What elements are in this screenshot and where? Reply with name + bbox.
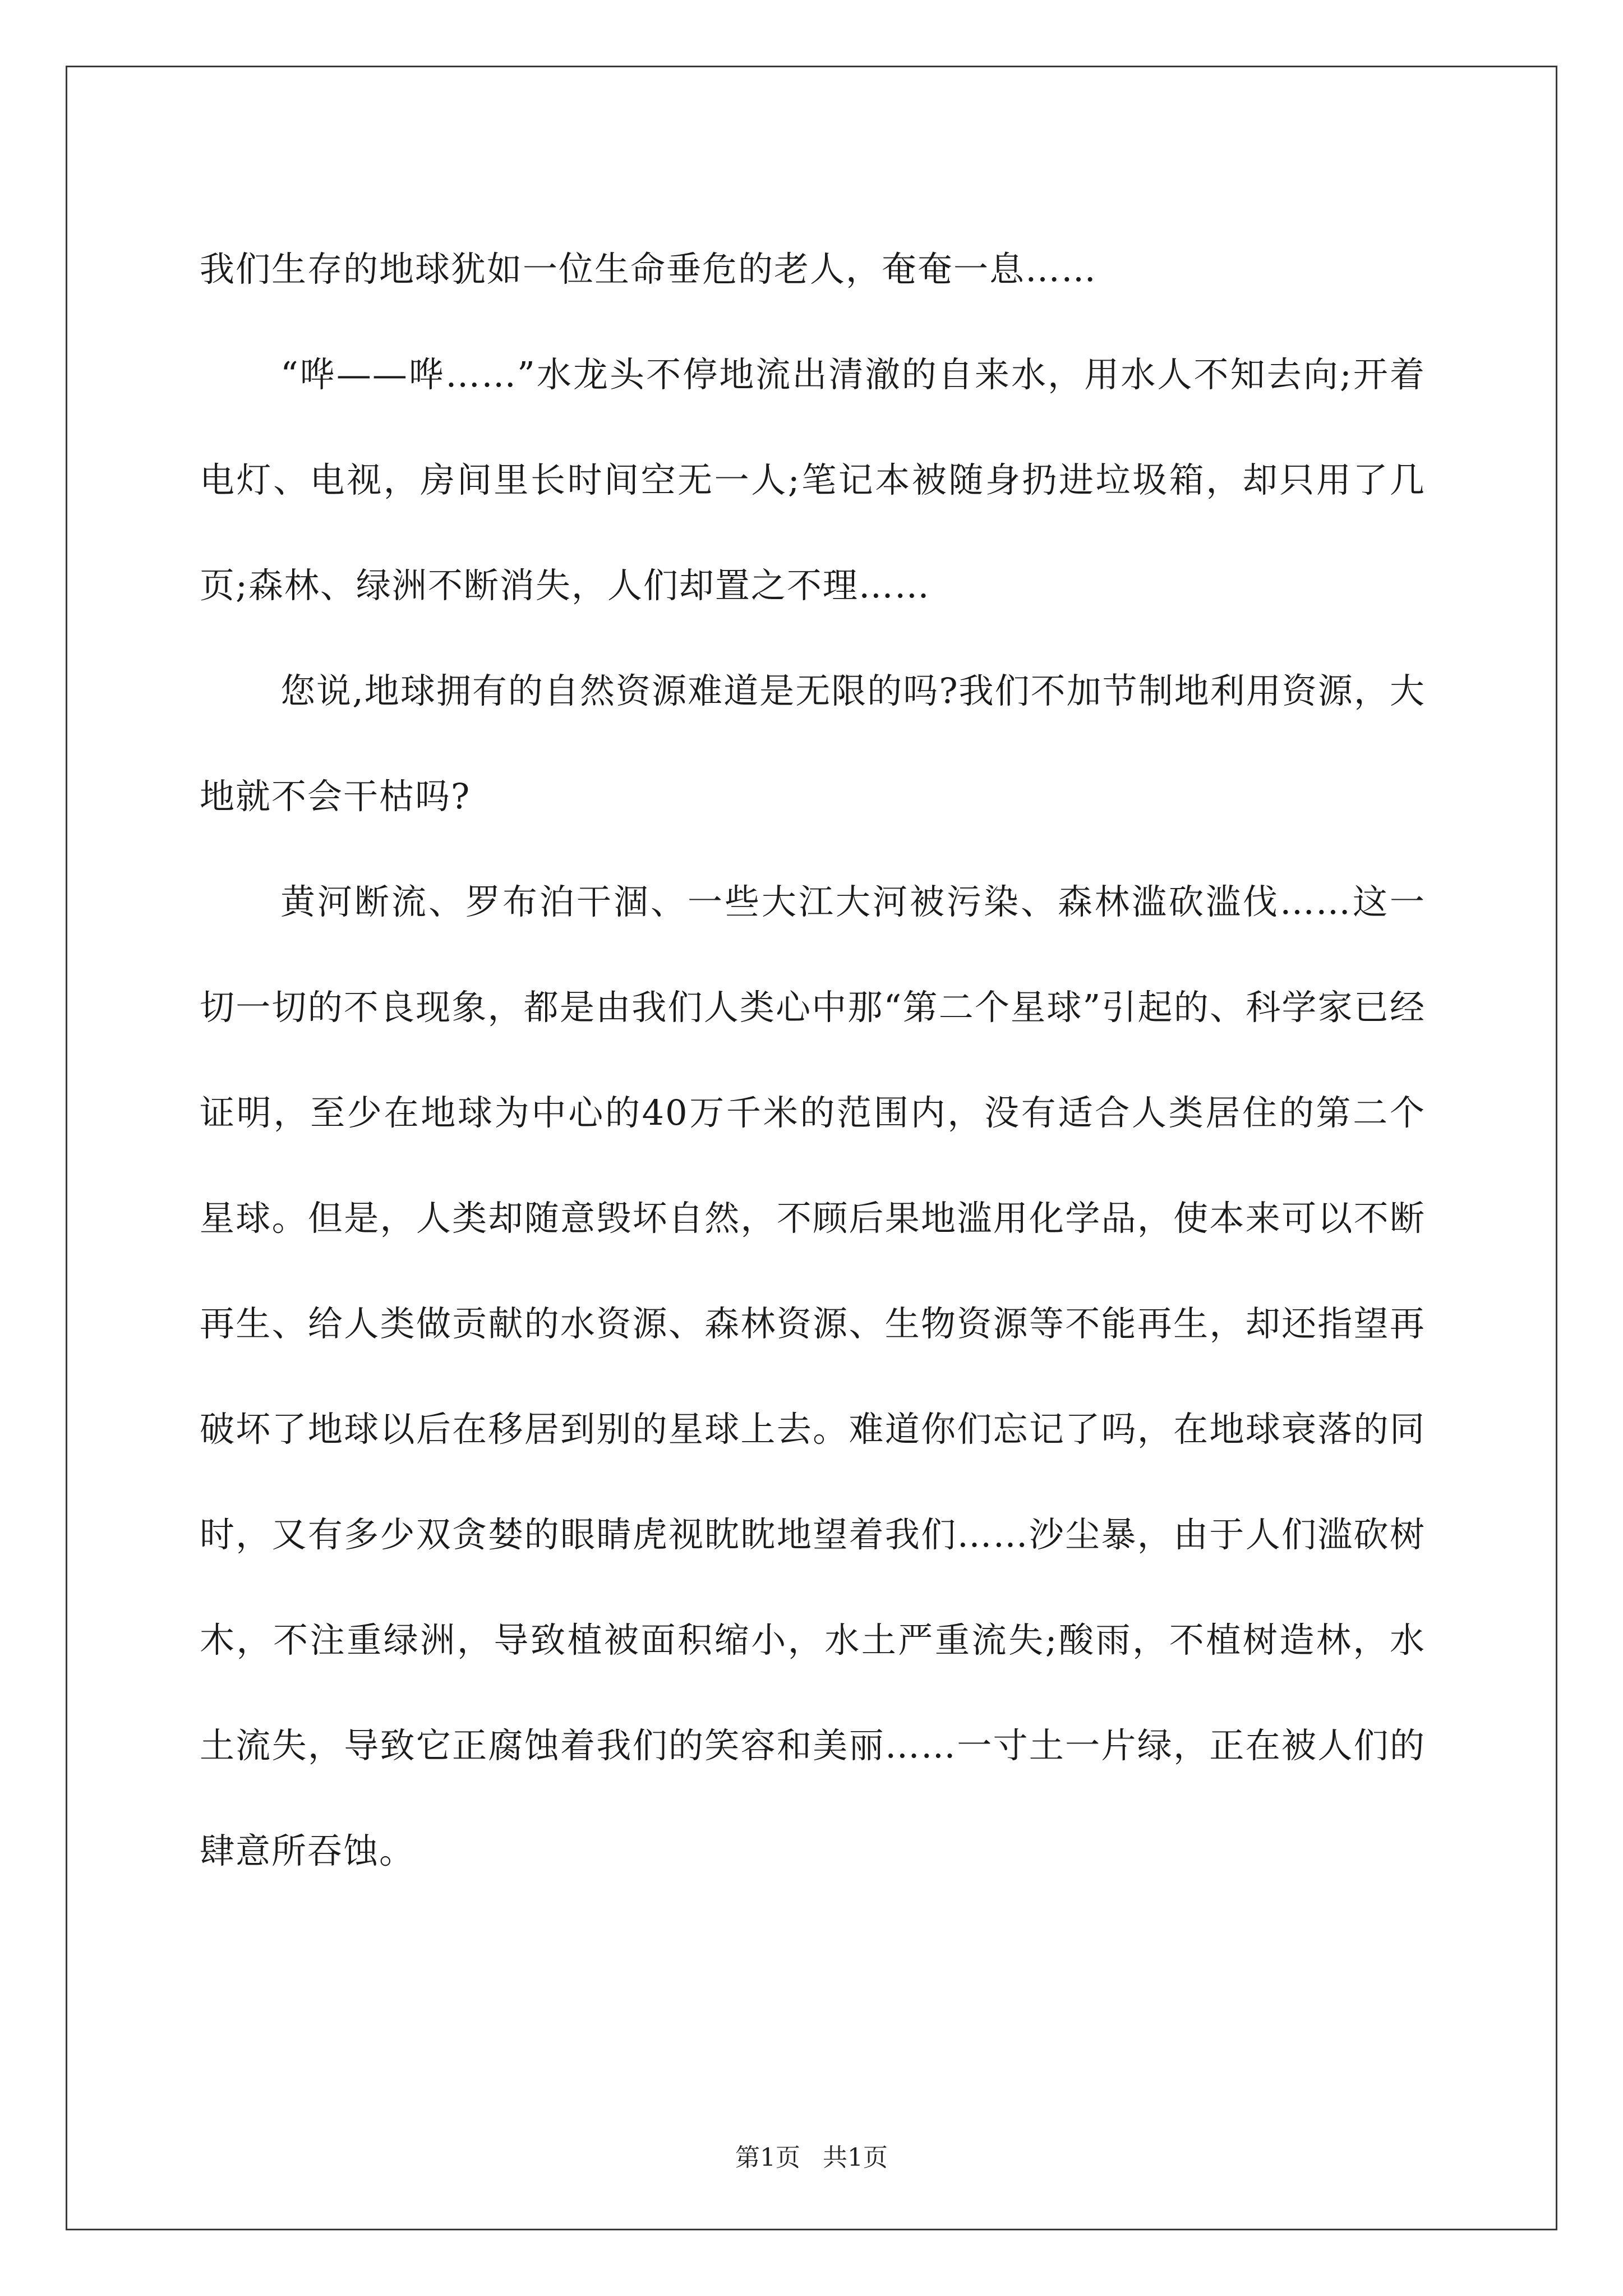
page-number: 第1页 [735,2143,800,2172]
page-footer [0,2137,1623,2173]
document-body [200,217,1426,1904]
paragraph-2: “哗——哗……”水龙头不停地流出清澈的自来水，用水人不知去向;开着电灯、电视，房间里长时间空无一人;笔记本被随身扔进垃圾箱，却只用了几页;森林、绿洲不断消失，人们却置之不理…… [200,354,1426,606]
paragraph-3: 您说,地球拥有的自然资源难道是无限的吗?我们不加节制地利用资源，大地就不会干枯吗? [200,670,1426,817]
page-total: 共1页 [823,2143,888,2172]
paragraph-1: 我们生存的地球犹如一位生命垂危的老人，奄奄一息…… [200,249,1098,289]
paragraph-4: 黄河断流、罗布泊干涸、一些大江大河被污染、森林滥砍滥伐……这一切一切的不良现象，都是由我们人类心中那“第二个星球”引起的、科学家已经证明，至少在地球为中心的40万千米的范围内，没有适合人类居住的第二个星球。但是，人类却随意毁坏自然，不顾后果地滥用化学品，使本来可以不断再生、给人类做贡献的水资源、森林资源、生物资源等不能再生，却还指望再破坏了地球以后在移居到别的星球上去。难道你们忘记了吗，在地球衰落的同时，又有多少双贪婪的眼睛虎视眈眈地望着我们……沙尘暴，由于人们滥砍树木，不注重绿洲，导致植被面积缩小，水土严重流失;酸雨，不植树造林，水土流失，导致它正腐蚀着我们的笑容和美丽……一寸土一片绿，正在被人们的肆意所吞蚀。 [200,881,1426,1871]
